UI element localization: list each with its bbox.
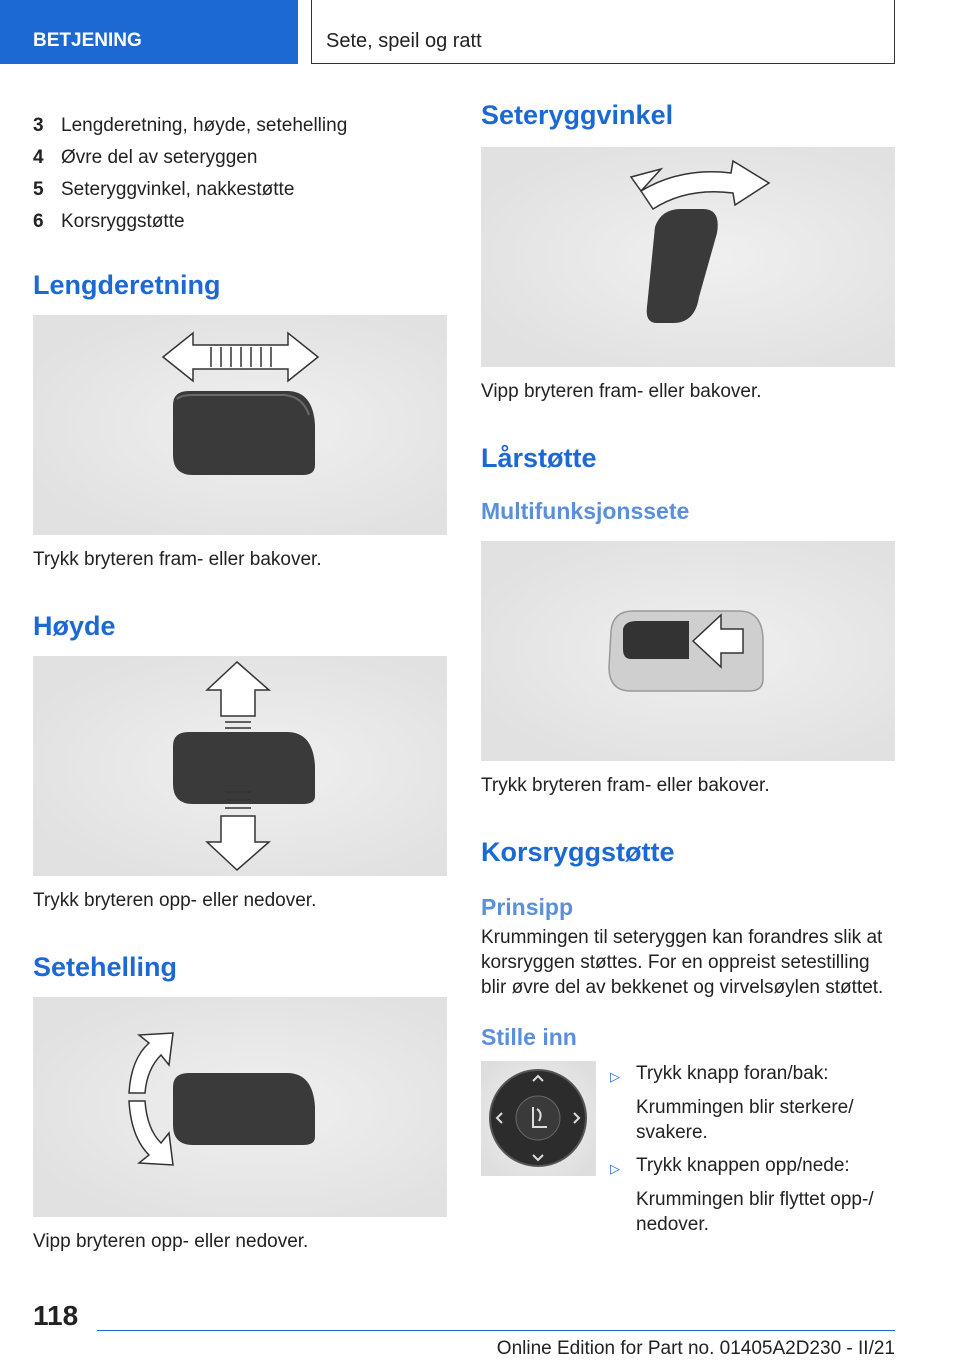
lumbar-knob-icon — [481, 1061, 596, 1176]
caption-larstotte: Trykk bryteren fram- eller bakover. — [481, 775, 770, 796]
triangle-bullet-icon: ▷ — [610, 1069, 620, 1084]
heading-lengderetning: Lengderetning — [33, 270, 221, 300]
chapter-title: Sete, speil og ratt — [311, 0, 895, 64]
caption-lengderetning: Trykk bryteren fram- eller bakover. — [33, 549, 322, 570]
list-item: 3 Lengderetning, høyde, setehelling — [33, 115, 348, 136]
page-number: 118 — [33, 1300, 79, 1331]
heading-larstotte: Lårstøtte — [481, 443, 597, 473]
left-column — [33, 110, 447, 1253]
footer-edition[interactable]: Online Edition for Part no. 01405A2D230 - II/21 — [496, 1338, 895, 1359]
lumbar-control-illustration — [481, 1061, 596, 1176]
subheading-stille-inn: Stille inn — [481, 1024, 577, 1050]
caption-setehelling: Vipp bryteren opp- eller nedover. — [33, 1231, 309, 1252]
heading-korsryggstotte: Korsryggstøtte — [481, 837, 675, 867]
list-item: 5 Seteryggvinkel, nakkestøtte — [33, 179, 295, 200]
illustration-setehelling — [33, 997, 447, 1217]
numbered-list — [33, 110, 447, 238]
illustration-lengderetning — [33, 315, 447, 535]
caption-seteryggvinkel: Vipp bryteren fram- eller bakover. — [481, 381, 762, 402]
illustration-larstotte — [481, 541, 895, 761]
list-item: 6 Korsryggstøtte — [33, 211, 185, 232]
illustration-hoyde — [33, 656, 447, 876]
list-item: ▷ Trykk knappen opp/nede: — [610, 1153, 895, 1181]
list-item: ▷ Trykk knapp foran/bak: — [610, 1061, 895, 1089]
switch-backrest-arrows-icon — [481, 147, 895, 367]
footer-divider — [97, 1330, 895, 1331]
prinsipp-text: Krummingen til seteryggen kan forandres slik at korsryggen støttes. For en oppreist setestilling blir øvre del av bekkenet og virvelsøylen støttet. — [481, 927, 884, 998]
heading-seteryggvinkel: Seteryggvinkel — [481, 100, 674, 130]
stille-inn-block — [481, 1061, 895, 1245]
triangle-bullet-icon: ▷ — [610, 1161, 620, 1176]
heading-hoyde: Høyde — [33, 611, 116, 641]
illustration-seteryggvinkel — [481, 147, 895, 367]
thigh-support-switch-icon — [481, 541, 895, 761]
list-item-detail: Krummingen blir flyttet opp-/ nedover. — [636, 1189, 874, 1235]
heading-setehelling: Setehelling — [33, 952, 178, 982]
switch-vertical-arrows-icon — [33, 656, 447, 876]
section-tab[interactable]: BETJENING — [0, 0, 298, 64]
subheading-multifunksjonssete: Multifunksjonssete — [481, 498, 690, 524]
list-item: 4 Øvre del av seteryggen — [33, 147, 258, 168]
right-column — [481, 100, 895, 1245]
switch-tilt-arrows-icon — [33, 997, 447, 1217]
stille-inn-list — [610, 1061, 895, 1245]
caption-hoyde: Trykk bryteren opp- eller nedover. — [33, 890, 317, 911]
list-item-detail: Krummingen blir sterkere/ svakere. — [636, 1097, 854, 1143]
subheading-prinsipp: Prinsipp — [481, 894, 574, 920]
switch-horizontal-arrows-icon — [33, 315, 447, 535]
